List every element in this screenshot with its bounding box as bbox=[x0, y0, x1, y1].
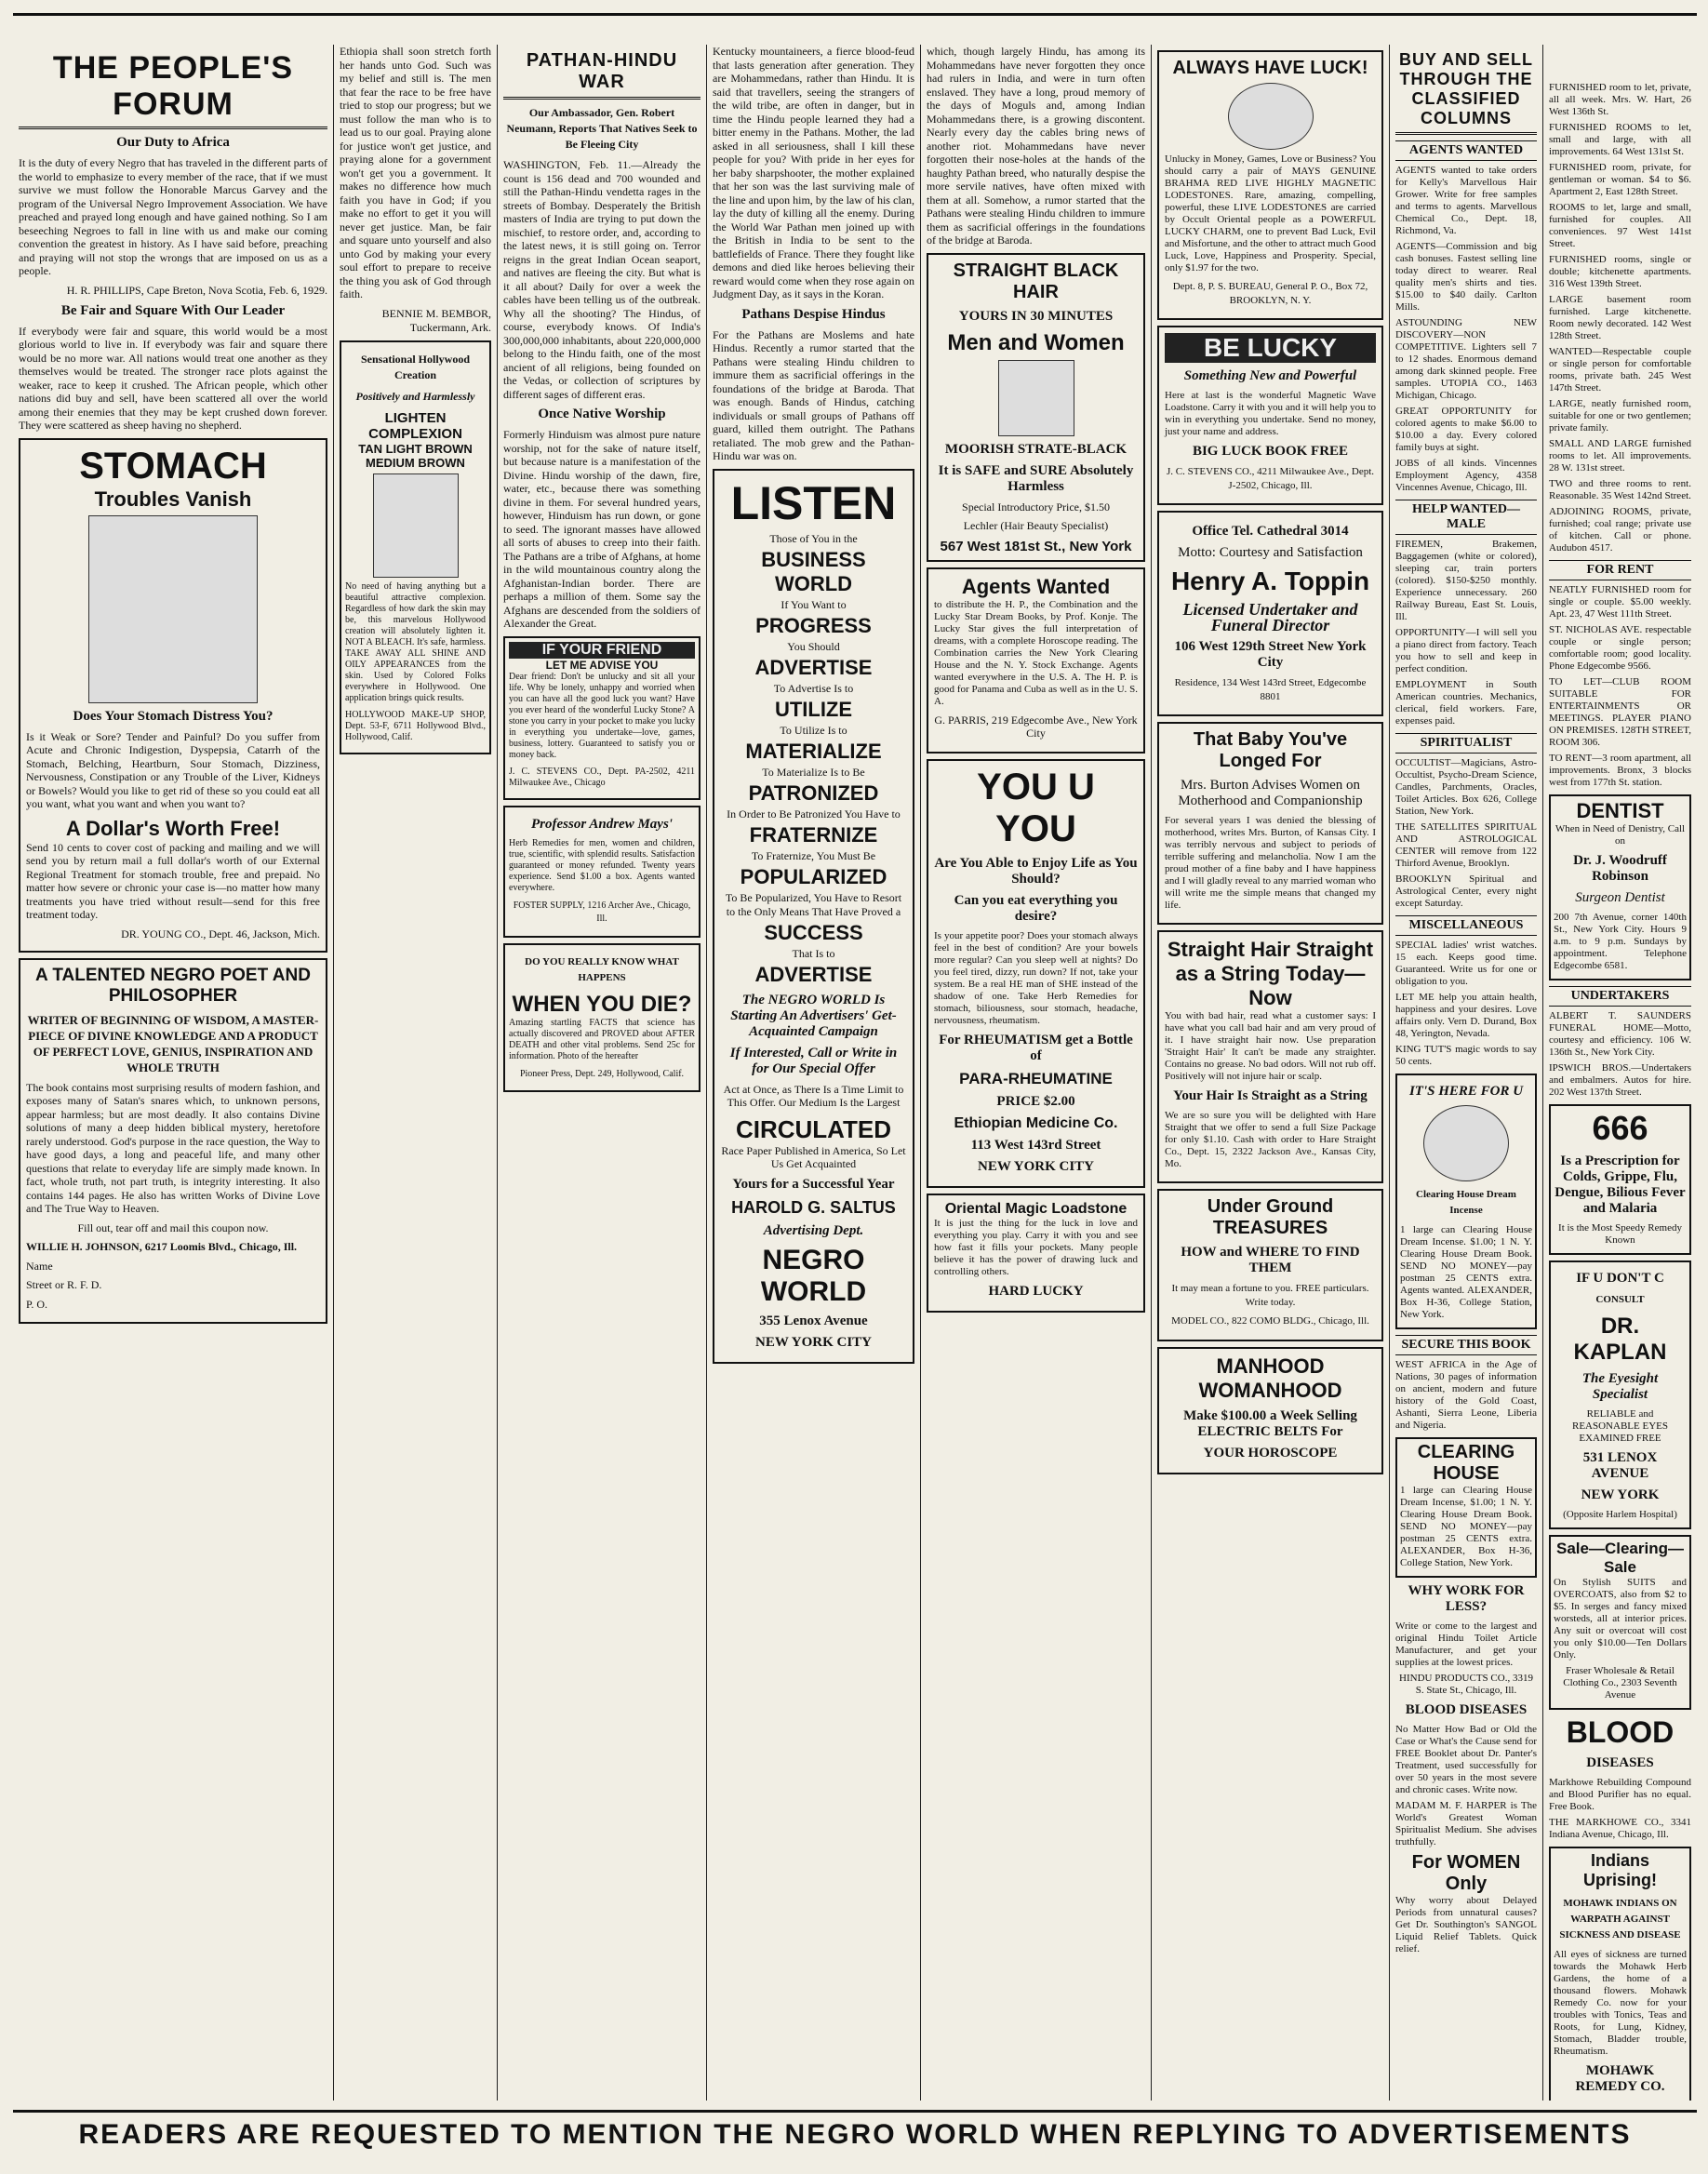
classified-item: FIREMEN, Brakemen, Baggagemen (white or colored), sleeping car, train porters (colored). $150-$250 monthly. Experience unnecessary. 260 Railway Bureau, East St. Louis, Ill. bbox=[1395, 539, 1537, 622]
listen-call: If Interested, Call or Write in for Our Special Offer bbox=[729, 1045, 898, 1076]
cream-title4: TAN LIGHT BROWN MEDIUM BROWN bbox=[358, 441, 473, 470]
kaplan-consult: CONSULT bbox=[1595, 1294, 1645, 1305]
belucky-body: Here at last is the wonderful Magnetic Wave Loadstone. Carry it with you and it will help you to win in everything you undertake. Send no money, just your name and address. bbox=[1165, 390, 1376, 437]
letter1-title: Our Duty to Africa bbox=[116, 135, 230, 150]
when-pre: DO YOU REALLY KNOW WHAT HAPPENS bbox=[525, 955, 679, 983]
s666-foot: It is the Most Speedy Remedy Known bbox=[1558, 1222, 1682, 1246]
kaplan-name: DR. KAPLAN bbox=[1573, 1314, 1667, 1365]
classifieds-column-left bbox=[1390, 45, 1543, 2101]
hair-brand: MOORISH STRATE-BLACK bbox=[944, 441, 1128, 457]
war-body2: Formerly Hinduism was almost pure nature worship, not for the sake of nature itself, but because nature is a manifestation of the Divine. Hindu worship of the dawn, fire, water, etc., because there was something divine in them. For several hundred years, however, Hinduism has run down, or gone to seed. The ignorant masses have allowed all sorts of abuses to creep into their faith. The Pathans are a tribe of Afghans, at home in the wild mountainous country along the Afghanistan-Indian border. There are perhaps a million of them. Some say the Afghans are descended from the soldiers of Alexander the Great. bbox=[503, 428, 701, 630]
hair-subtitle: YOURS IN 30 MINUTES bbox=[958, 308, 1114, 324]
mays-title: Professor Andrew Mays' bbox=[531, 816, 673, 832]
sale-title: Sale—Clearing—Sale bbox=[1556, 1540, 1684, 1576]
treasure-subtitle: HOW and WHERE TO FIND THEM bbox=[1181, 1245, 1360, 1275]
s666-ad bbox=[1549, 1104, 1691, 1255]
you-price: PRICE $2.00 bbox=[996, 1093, 1075, 1109]
lucky-column bbox=[1152, 45, 1390, 2101]
friend-address: J. C. STEVENS CO., Dept. PA-2502, 4211 Milwaukee Ave., Chicago bbox=[509, 766, 695, 788]
secure-body: WEST AFRICA in the Age of Nations, 30 pages of information on ancient, modern and future history of the Gold Coast, Ashanti, Sierra Leone, Liberia and Nigeria. bbox=[1395, 1359, 1537, 1431]
dentist-role: Surgeon Dentist bbox=[1575, 890, 1665, 905]
listen-line: PATRONIZED bbox=[748, 780, 879, 805]
listen-line: Those of You in the bbox=[769, 531, 858, 545]
listen-line: To Materialize Is to Be bbox=[762, 765, 865, 779]
manhood-ad bbox=[1157, 1347, 1383, 1474]
cream-ad bbox=[340, 340, 491, 754]
you-question2: Can you eat everything you desire? bbox=[954, 892, 1118, 924]
loadstone-title: Oriental Magic Loadstone bbox=[944, 1200, 1128, 1217]
hair-men-women: Men and Women bbox=[947, 329, 1125, 355]
newspaper-page bbox=[13, 7, 1697, 2166]
classified-item: BROOKLYN Spiritual and Astrological Center, every night except Saturday. bbox=[1395, 874, 1537, 909]
classified-item: OPPORTUNITY—I will sell you a piano direct from factory. Teach you how to sell and keep in perfect condition. bbox=[1395, 627, 1537, 674]
when-body: Amazing startling FACTS that science has actually discovered and PROVED about AFTER DEATH and other vital problems. Send 25c for information. Photo of the hereafter bbox=[509, 1017, 695, 1061]
manhood-subtitle: Make $100.00 a Week Selling ELECTRIC BELTS For bbox=[1183, 1407, 1357, 1439]
ch-title: CLEARING HOUSE bbox=[1417, 1442, 1515, 1484]
dentist-ad bbox=[1549, 794, 1691, 980]
indians-ad bbox=[1549, 1847, 1691, 2101]
treasure-address: MODEL CO., 822 COMO BLDG., Chicago, Ill. bbox=[1171, 1315, 1369, 1327]
treasure-title: Under Ground TREASURES bbox=[1207, 1196, 1334, 1238]
when-ad bbox=[503, 943, 701, 1093]
loadstone-body: It is just the thing for the luck in love and everything you play. Carry it with you and see how fast it fills your pockets. Many people believe it has the power of drawing luck and controlling others. bbox=[934, 1217, 1138, 1277]
straight-subtitle: Your Hair Is Straight as a String bbox=[1173, 1088, 1368, 1103]
classified-item: ASTOUNDING NEW DISCOVERY—NON COMPETITIVE. Lighters sell 7 to 12 shades. Enormous demand among dark skinned people. Free samples. UTOPIA CO., 1463 Michigan, Chicago. bbox=[1395, 317, 1537, 401]
war-subhead: Once Native Worship bbox=[538, 407, 666, 421]
dentist-name: Dr. J. Woodruff Robinson bbox=[1573, 853, 1667, 884]
listen-line: That Is to bbox=[792, 946, 835, 960]
listen-line: UTILIZE bbox=[774, 697, 853, 721]
hair-column bbox=[921, 45, 1152, 2101]
classified-item: OCCULTIST—Magicians, Astro-Occultist, Psycho-Dream Science, Candles, Parchments, Oracles, Toilet Articles. Box 626, College Station, New York. bbox=[1395, 757, 1537, 817]
class-spirit-head: SPIRITUALIST bbox=[1395, 733, 1537, 754]
you-city: NEW YORK CITY bbox=[977, 1158, 1095, 1174]
dentist-text: When in Need of Denistry, Call on bbox=[1555, 823, 1686, 847]
room-listing: ROOMS to let, large and small, furnished for couples. All conveniences. 97 West 141st Street. bbox=[1549, 202, 1691, 249]
war-deck: Our Ambassador, Gen. Robert Neumann, Reports That Natives Seek to Be Fleeing City bbox=[506, 106, 698, 151]
classified-item: JOBS of all kinds. Vincennes Employment Agency, 4358 Vincennes Avenue, Chicago, Ill. bbox=[1395, 458, 1537, 493]
manhood-title: MANHOOD WOMANHOOD bbox=[1198, 1354, 1342, 1402]
you-ad bbox=[927, 759, 1145, 1188]
top-rule bbox=[13, 7, 1697, 16]
poet-po-field[interactable]: P. O. bbox=[26, 1297, 48, 1311]
class-misc-head: MISCELLANEOUS bbox=[1395, 915, 1537, 936]
classified-item: KING TUT'S magic words to say 50 cents. bbox=[1395, 1044, 1537, 1067]
cch-body: 1 large can Clearing House Dream Incense. $1.00; 1 N. Y. Clearing House Dream Book. SEND NO MONEY—pay postman 25 CENTS extra. Agents wanted. ALEXANDER, Box H-36, College Station, New York. bbox=[1400, 1224, 1532, 1320]
harper-body: MADAM M. F. HARPER is The World's Greatest Woman Spiritualist Medium. She advises truthfully. bbox=[1395, 1800, 1537, 1847]
stomach-ad bbox=[19, 438, 327, 953]
war-body: WASHINGTON, Feb. 11.—Already the count is 156 dead and 700 wounded and still the Pathan-Hindu vendetta rages in the streets of Bombay. Desperately the British masters of India are trying to put down the mischief, to restore order, and, according to the latest news, it is still going on. Terror reigns in the great Indian Ocean seaport, and natives are fleeing the city. But what is it all about? Daily for over a week the cables have been telling us of the outbreak. Why all the shooting? The Hindus, of course, everybody knows. Of India's 300,000,000 inhabitants, about 220,000,000 belong to the Hindu faith, one of the most ancient of all religions, being founded on the Vedas, or collection of scriptures by different sages of different eras. bbox=[503, 158, 701, 401]
undertakers-head: UNDERTAKERS bbox=[1549, 986, 1691, 1007]
cch-label: Clearing House Dream Incense bbox=[1416, 1189, 1516, 1216]
straight-title: Straight Hair Straight as a String Today—Now bbox=[1167, 938, 1374, 1009]
book-address: J. C. STEVENS CO., 4211 Milwaukee Ave., Dept. J-2502, Chicago, Ill. bbox=[1166, 466, 1375, 491]
kaplan-pre: IF U DON'T C bbox=[1576, 1271, 1664, 1286]
mays-body: Herb Remedies for men, women and children, true, scientific, with splendid results. Satisfaction guaranteed or money refunded. Twenty years experience. Send $1.00 a box. Agents wanted everywhere. bbox=[509, 837, 695, 893]
listen-address: 355 Lenox Avenue bbox=[759, 1313, 868, 1328]
undertakers-list bbox=[1549, 1010, 1691, 1099]
toppin-office: Office Tel. Cathedral 3014 bbox=[1192, 524, 1349, 539]
poet-subtitle: WRITER OF BEGINNING OF WISDOM, A MASTER-PIECE OF DIVINE KNOWLEDGE AND A PRODUCT OF PERFECT LOVE, GENIUS, INSPIRATION AND WHOLE TRUTH bbox=[27, 1012, 319, 1074]
listen-nw: The NEGRO WORLD Is Starting An Advertisers' Get-Acquainted Campaign bbox=[730, 992, 897, 1039]
listen-dept: Advertising Dept. bbox=[763, 1222, 864, 1238]
hair-street: 567 West 181st St., New York bbox=[940, 538, 1132, 554]
class-agents-list bbox=[1395, 165, 1537, 494]
friend-title: IF YOUR FRIEND bbox=[509, 642, 695, 659]
class-misc-list bbox=[1395, 940, 1537, 1068]
friend-subtitle: LET ME ADVISE YOU bbox=[545, 658, 659, 672]
letter3-body: Ethiopia shall soon stretch forth her hands unto God. Such was my belief and still is. The men that fear the race to be free have tried to stop our progress; but we must follow the man who is to lead us to our goal. Praying alone for justice won't get justice, and praying alone for a government won't get you a government. It makes no difference how much faith you have in God; if you make no effort to get it you will never get justice. Man, be fair and square unto yourself and also unto God by making your every soul effort to prepare to receive the thing you ask of God through faith. bbox=[340, 45, 491, 300]
incense-can-icon bbox=[1423, 1105, 1509, 1181]
room-listing: FURNISHED ROOMS to let, small and large, with all improvements. 64 West 131st St. bbox=[1549, 122, 1691, 157]
loadstone-ad bbox=[927, 1194, 1145, 1313]
room-listing: FURNISHED room to let, private, all all week. Mrs. W. Hart, 26 West 136th St. bbox=[1549, 82, 1691, 117]
stomach-title: STOMACH bbox=[79, 445, 267, 487]
classified-item: AGENTS—Commission and big cash bonuses. Fastest selling line today direct to wearer. Real quality men's shirts and ties. $15.00 to $40 daily. Carlton Mills. bbox=[1395, 241, 1537, 313]
when-address: Pioneer Press, Dept. 249, Hollywood, Calif. bbox=[519, 1068, 685, 1079]
listen-line: POPULARIZED bbox=[740, 864, 887, 888]
sale-ad bbox=[1549, 1535, 1691, 1710]
belucky-title: BE LUCKY bbox=[1165, 333, 1376, 363]
rent-listing: TO LET—CLUB ROOM SUITABLE FOR ENTERTAINMENTS OR MEETINGS. PLAYER PIANO ON PREMISES. 128TH STREET, ROOM 306. bbox=[1549, 676, 1691, 748]
listen-column bbox=[707, 45, 921, 2101]
friend-body: Dear friend: Don't be unlucky and sit all your life. Why be lonely, unhappy and worried when you can have all the good luck you want? Have you ever heard of the wonderful Lucky Stone? A stone you carry in your pocket to make you lucky in everything you undertake—love, games, business, lottery. Guaranteed to satisfy you or money back. bbox=[509, 671, 695, 760]
lodestone-icon bbox=[1228, 83, 1314, 150]
agents-address: G. PARRIS, 219 Edgecombe Ave., New York City bbox=[934, 713, 1138, 740]
kaplan-city: NEW YORK bbox=[1581, 1487, 1660, 1502]
book-title: BIG LUCK BOOK FREE bbox=[1192, 444, 1349, 459]
blood-address: THE MARKHOWE CO., 3341 Indiana Avenue, Chicago, Ill. bbox=[1549, 1817, 1691, 1840]
class-agents-head: AGENTS WANTED bbox=[1395, 140, 1537, 161]
toppin-address: 106 West 129th Street New York City bbox=[1174, 639, 1367, 670]
room-listing: ADJOINING ROOMS, private, furnished; coal range; private use of kitchen. Call or phone. Audubon 4517. bbox=[1549, 506, 1691, 554]
mays-ad bbox=[503, 806, 701, 938]
room-listing: FURNISHED rooms, single or double; kitchenette apartments. 316 West 139th Street. bbox=[1549, 254, 1691, 289]
why-body: Write or come to the largest and original Hindu Toilet Article Manufacturer, and get your supplies at the lowest prices. bbox=[1395, 1620, 1537, 1668]
dollar-address: DR. YOUNG CO., Dept. 46, Jackson, Mich. bbox=[121, 927, 320, 940]
letter1-signature: H. R. PHILLIPS, Cape Breton, Nova Scotia, Feb. 6, 1929. bbox=[66, 283, 327, 297]
cream-portrait bbox=[373, 473, 459, 578]
lucky-body: Unlucky in Money, Games, Love or Business? You should carry a pair of MAYS GENUINE BRAHMA RED LIVE HIGHLY MAGNETIC LODESTONES. Rare, amazing, compelling, powerful, these LIVE LODESTONES are carried by Occult Oriental people as a POWERFUL LUCKY CHARM, one to prevent Bad Luck, Evil and Misfortune, and the other to attract much Good Luck, Love, Happiness and Prosperity. Special, only $1.97 for the two. bbox=[1165, 153, 1376, 273]
straight-body: You with bad hair, read what a customer says: I have what you call bad hair and am very proud of it. I have straight hair now. Use preparation 'Straight Hair' It can't be made any straighter. Contains no grease. No bad odors. Will not rub off. Positively will not injure hair or scalp. bbox=[1165, 1010, 1376, 1082]
dentist-title: DENTIST bbox=[1576, 799, 1664, 822]
classifieds-header: BUY AND SELL THROUGH THE CLASSIFIED COLUMNS bbox=[1395, 45, 1537, 135]
poet-street-field[interactable]: Street or R. F. D. bbox=[26, 1278, 102, 1291]
baby-title: That Baby You've Longed For bbox=[1193, 729, 1348, 771]
poet-name-field[interactable]: Name bbox=[26, 1259, 53, 1273]
you-question: Are You Able to Enjoy Life as You Should? bbox=[934, 855, 1138, 887]
listen-line: In Order to Be Patronized You Have to bbox=[727, 807, 901, 820]
listen-race: Race Paper Published in America, So Let Us Get Acquainted bbox=[721, 1143, 906, 1170]
listen-line: If You Want to bbox=[781, 597, 847, 611]
poet-body: The book contains most surprising results of modern fashion, and exposes many of Satan's snares which, to unknown persons, appear harmless; but are most deadly. It also contains Divine solutions of many a deep hidden biblical mystery, heretofore rarely understood. God's purpose in the race question, the Way to have good days, a long and peaceful life, and many other questions that relate to everyday life are simply made known. In fact, whole truth, not part truth, is integrity interesting. It also contains 144 pages. He also has written Works of Divine Love and The True Way to Heaven. bbox=[26, 1080, 320, 1215]
hair-ad bbox=[927, 253, 1145, 562]
toppin-title: Licensed Undertaker and Funeral Director bbox=[1182, 600, 1358, 634]
loadstone-foot: HARD LUCKY bbox=[988, 1283, 1084, 1299]
listen-title: LISTEN bbox=[730, 476, 897, 529]
classified-item: EMPLOYMENT in South American countries. Mechanics, clerical, field workers. Fare, expenses paid. bbox=[1395, 679, 1537, 727]
cream-title1: Sensational Hollywood Creation bbox=[360, 352, 471, 381]
war-title: PATHAN-HINDU WAR bbox=[503, 45, 701, 100]
room-listing: LARGE, neatly furnished room, suitable for one or two gentlemen; private family. bbox=[1549, 398, 1691, 433]
friend-ad bbox=[503, 636, 701, 800]
classified-item: AGENTS wanted to take orders for Kelly's Marvellous Hair Grower. Write for free samples and terms to agents. Marvellous Chemical Co., Dept. 18, Richmond, Va. bbox=[1395, 165, 1537, 236]
lucky-address: Dept. 8, P. S. BUREAU, General P. O., Box 72, BROOKLYN, N. Y. bbox=[1172, 281, 1368, 306]
cream-address: HOLLYWOOD MAKE-UP SHOP, Dept. 53-F, 6711 Hollywood Blvd., Hollywood, Calif. bbox=[345, 709, 486, 742]
war3-body: which, though largely Hindu, has among its Mohammedans have never forgotten they once had rulers in India, and were in turn often enslaved. They have a long, proud memory of the days of Moguls and, among Indian Mohammedans there, is a growing discontent. Nearly every day the cables bring news of another riot. Mohammedans have never forgotten their nose-holes at the hands of the haughty Pathan breed, who naturally despise the more servile natives, have often mixed with them at all. Somehow, a rumor started that the Pathans were stealing Hindu children to immure them as sacrificial offerings in the foundations of the bridge at Baroda. bbox=[927, 45, 1145, 247]
undertaker-listing: IPSWICH BROS.—Undertakers and embalmers. Autos for hire. 202 West 137th Street. bbox=[1549, 1062, 1691, 1098]
ch-body: 1 large can Clearing House Dream Incense, $1.00; 1 N. Y. Clearing House Dream Book. SEND NO MONEY—pay postman 25 CENTS extra. ALEXANDER, Box H-36, College Station, New York. bbox=[1400, 1485, 1532, 1568]
horoscope-title: YOUR HOROSCOPE bbox=[1203, 1445, 1338, 1460]
war2-body: Kentucky mountaineers, a fierce blood-feud that lasts generation after generation. They are Mohammedans, rather than Hindu. It is said that travellers, seeing the strangers of the wild tribe, are often in danger, but in time the Hindu people learned they had a bitter enemy in the Pathans. Mother, the lad asked in all seriousness, shall I kill these people for you? With pride in her eyes for her baby sharpshooter, the mother explained that her son was the last surviving male of the line and upon him, by the law of his clan, lay the duty of killing all the enemy. During the World War Pathan men joined up with the British in India to be sent to the battlefields of France. There they fought like demons and died like heroes believing their reward would come when they rose again on Judgment Day, as it says in the Koran. bbox=[713, 45, 914, 300]
indians-title: Indians Uprising! bbox=[1583, 1851, 1657, 1889]
listen-paper: NEGRO WORLD bbox=[760, 1244, 867, 1307]
why-title: WHY WORK FOR LESS? bbox=[1408, 1583, 1525, 1614]
listen-line: MATERIALIZE bbox=[745, 739, 882, 763]
kaplan-opposite: (Opposite Harlem Hospital) bbox=[1563, 1509, 1677, 1520]
women-title: For WOMEN Only bbox=[1411, 1852, 1521, 1894]
listen-line: FRATERNIZE bbox=[749, 822, 878, 847]
dollar-free: A Dollar's Worth Free! bbox=[65, 816, 281, 840]
belucky-ad bbox=[1157, 326, 1383, 505]
baby-subtitle: Mrs. Burton Advises Women on Motherhood and Companionship bbox=[1178, 778, 1363, 808]
baby-body: For several years I was denied the blessing of motherhood, writes Mrs. Burton, of Kansas City. I was terribly nervous and subject to periods of terrible suffering and melancholia. Now I am the proud mother of a fine baby and I have happiness and I will gladly reveal to any married woman who will write me the simple means that changed my life. bbox=[1165, 815, 1376, 911]
why-address: HINDU PRODUCTS CO., 3319 S. State St., Chicago, Ill. bbox=[1399, 1673, 1533, 1696]
cream-body: No need of having anything but a beautiful attractive complexion. Regardless of how dark the skin may be, this marvelous Hollywood creation will absolutely lighten it. NOT A BLEACH. It's safe, harmless. TAKE AWAY ALL SHINE AND OILY APPEARANCES from the skin. Used by Colored Folks everywhere in Hollywood. One application brings quick results. bbox=[345, 580, 486, 703]
belucky-subtitle: Something New and Powerful bbox=[1183, 368, 1357, 383]
war2-subhead: Pathans Despise Hindus bbox=[741, 306, 886, 322]
hair-safe: It is SAFE and SURE Absolutely Harmless bbox=[938, 462, 1134, 494]
listen-line: BUSINESS WORLD bbox=[761, 547, 866, 595]
blood-title: BLOOD bbox=[1566, 1715, 1675, 1749]
classified-item: SPECIAL ladies' wrist watches. 15 each. Keeps good time. Guaranteed. Write us for one or obligation to you. bbox=[1395, 940, 1537, 987]
stomach-subtitle: Troubles Vanish bbox=[94, 487, 252, 511]
indians-subtitle: MOHAWK INDIANS ON WARPATH AGAINST SICKNESS AND DISEASE bbox=[1559, 1898, 1681, 1941]
toppin-ad bbox=[1157, 511, 1383, 716]
hair-price: Special Introductory Price, $1.50 bbox=[962, 500, 1110, 513]
cream-title3: LIGHTEN COMPLEXION bbox=[368, 409, 462, 442]
you-title: YOU U YOU bbox=[977, 766, 1095, 849]
undertaker-listing: ALBERT T. SAUNDERS FUNERAL HOME—Motto, courtesy and efficiency. 106 W. 136th St., New York City. bbox=[1549, 1010, 1691, 1058]
dentist-address: 200 7th Avenue, corner 140th St., New York City. Hours 9 a.m. to 9 p.m. Sundays by appointment. Telephone Edgecombe 6581. bbox=[1554, 912, 1687, 971]
you-body: Is your appetite poor? Does your stomach always feel in the best of condition? Are your bowels more regular? Can you sleep well at nights? Do you feel tired, dizzy, run down? If not, take your system. Be a real HE man of SHE instead of the shadow of one. Take Herb Remedies for stomach, biliousness, sour stomach, headache, nervousness, rheumatism. bbox=[934, 929, 1138, 1026]
blood-body: Markhowe Rebuilding Compound and Blood Purifier has no equal. Free Book. bbox=[1549, 1777, 1691, 1812]
cream-title2: Positively and Harmlessly bbox=[355, 389, 475, 403]
s666-body: Is a Prescription for Colds, Grippe, Flu, Dengue, Bilious Fever and Malaria bbox=[1555, 1154, 1686, 1216]
class-help-head: HELP WANTED—MALE bbox=[1395, 500, 1537, 535]
forum-continued-column bbox=[334, 45, 498, 2101]
poet-address: WILLIE H. JOHNSON, 6217 Loomis Blvd., Chicago, Ill. bbox=[26, 1240, 298, 1253]
letter2-body: If everybody were fair and square, this world would be a most glorious world to live in. If everybody was fair and square there would be no more war. All nations would treat one another as they themselves would be treated. The stronger race plots against the weaker, race to keep it crushed. The African people, which other nations did buy and sell, have been scattered all over the world among their enemies that they may be kept crushed down forever. They were scattered as sheep having no shepherd. bbox=[19, 324, 327, 432]
stomach-illustration bbox=[88, 515, 258, 703]
mays-address: FOSTER SUPPLY, 1216 Archer Ave., Chicago, Ill. bbox=[513, 900, 691, 924]
sale-body: On Stylish SUITS and OVERCOATS, also from $2 to $5. In serges and fancy mixed worsteds, all at interior prices. Any suit or overcoat will cost you only $10.00—Ten Dollars Only. bbox=[1554, 1577, 1687, 1661]
toppin-motto: Motto: Courtesy and Satisfaction bbox=[1178, 545, 1363, 560]
cch-ad bbox=[1395, 1074, 1537, 1329]
blood2-title: BLOOD DISEASES bbox=[1405, 1702, 1528, 1717]
listen-ad bbox=[713, 469, 914, 1364]
letter1-body: It is the duty of every Negro that has traveled in the different parts of the world to emphasize to every member of the race, that if we must survive we must follow the Honorable Marcus Garvey and the program of the Universal Negro Improvement Association. We have preached and prayed long enough and have gained nothing. So I am beseeching Negroes to fall in line with us and make our coming convention the greatest in history. As I have said before, preaching and praying will not stop the wrongs that are imposed on us as a people. bbox=[19, 156, 327, 277]
footer-banner: READERS ARE REQUESTED TO MENTION THE NEGRO WORLD WHEN REPLYING TO ADVERTISEMENTS bbox=[13, 2110, 1697, 2157]
you-address: 113 West 143rd Street bbox=[970, 1137, 1101, 1153]
blood-subtitle: DISEASES bbox=[1586, 1755, 1654, 1770]
hair-portrait bbox=[998, 360, 1074, 436]
hair-address: Lechler (Hair Beauty Specialist) bbox=[963, 519, 1109, 532]
classified-item: LET ME help you attain health, happiness and your desires. Love affairs only. Vern D. Durand, Box 48, Yerington, Nevada. bbox=[1395, 992, 1537, 1039]
classified-item: THE SATELLITES SPIRITUAL AND ASTROLOGICAL CENTER will remove from 122 Thirford Avenue, Brooklyn. bbox=[1395, 821, 1537, 869]
toppin-residence: Residence, 134 West 143rd Street, Edgecombe 8801 bbox=[1174, 677, 1367, 702]
class-spirit-list bbox=[1395, 757, 1537, 910]
room-listing: TWO and three rooms to rent. Reasonable. 35 West 142nd Street. bbox=[1549, 478, 1691, 501]
listen-line: ADVERTISE bbox=[754, 962, 873, 986]
lucky-ad bbox=[1157, 50, 1383, 320]
room-listing: WANTED—Respectable couple or single person for comfortable rooms, private bath. 245 West 147th Street. bbox=[1549, 346, 1691, 393]
forrent-head: FOR RENT bbox=[1549, 560, 1691, 580]
sale-address: Fraser Wholesale & Retail Clothing Co., 2303 Seventh Avenue bbox=[1563, 1665, 1677, 1701]
kaplan-role: The Eyesight Specialist bbox=[1581, 1371, 1659, 1402]
listen-line: To Utilize Is to bbox=[780, 723, 847, 737]
listen-act: Act at Once, as There Is a Time Limit to This Offer. Our Medium Is the Largest bbox=[723, 1082, 904, 1109]
women-body: Why worry about Delayed Periods from unnatural causes? Get Dr. Southington's SANGOL Liquid Relief Tablets. Quick relief. bbox=[1395, 1895, 1537, 1954]
toppin-name: Henry A. Toppin bbox=[1170, 567, 1370, 595]
dollar-body: Send 10 cents to cover cost of packing and mailing and we will send you by return mail a full dollar's worth of our External Regional Treatment for stomach trouble, free and prepaid. No matter how severe or chronic your case is—no matter how many treatments you have tried without result—send for this free treatment today. bbox=[26, 840, 320, 921]
rent-listing: TO RENT—3 room apartment, all improvements. Bronx, 3 blocks west from 177th St. station. bbox=[1549, 753, 1691, 788]
listen-lines bbox=[720, 532, 907, 987]
you-para: PARA-RHEUMATINE bbox=[959, 1069, 1113, 1087]
s666-title: 666 bbox=[1592, 1109, 1648, 1147]
poet-coupon-note: Fill out, tear off and mail this coupon now. bbox=[77, 1220, 269, 1234]
listen-line: To Be Popularized, You Have to Resort to the Only Means That Have Proved a bbox=[725, 890, 902, 918]
listen-city: NEW YORK CITY bbox=[754, 1334, 873, 1350]
blood2-body: No Matter How Bad or Old the Case or What's the Cause send for FREE Booklet about Dr. Panter's Treatment, used successfully for over 50 years in the most severe and chronic cases. Write now. bbox=[1395, 1724, 1537, 1795]
cch-title: IT'S HERE FOR U bbox=[1408, 1084, 1524, 1099]
rooms-list bbox=[1549, 82, 1691, 554]
room-listing: FURNISHED room, private, for gentleman or woman. $4 to $6. Apartment 2, East 128th Street. bbox=[1549, 162, 1691, 197]
baby-ad bbox=[1157, 722, 1383, 925]
forrent-list bbox=[1549, 584, 1691, 789]
room-listing: LARGE basement room furnished. Large kitchenette. Room newly decorated. 142 West 128th Street. bbox=[1549, 294, 1691, 341]
listen-line: ADVERTISE bbox=[754, 655, 873, 679]
agents-body: to distribute the H. P., the Combination and the Lucky Star Dream Books, by Prof. Konje. The Lucky Star gives the full interpretation of dreams, with a complete Horoscope reading. The Combination carries the New York Clearing House and the N. Y. Stock Exchange. Agents wanted everywhere in the U.S. A. The H. P. is good for Panama and Cuba as well as in the U. S. A. bbox=[934, 598, 1138, 707]
listen-line: You Should bbox=[787, 639, 840, 653]
listen-line: SUCCESS bbox=[764, 920, 863, 944]
poet-ad bbox=[19, 958, 327, 1325]
straight-body2: We are so sure you will be delighted with Hare Straight that we offer to send a full Size Package for only $1.10. Cash with order to Hare Straight Co., Dept. 15, 2322 Jackson Ave., Kansas City, Mo. bbox=[1165, 1110, 1376, 1169]
kaplan-body: RELIABLE and REASONABLE EYES EXAMINED FREE bbox=[1572, 1408, 1668, 1444]
straight-ad bbox=[1157, 930, 1383, 1183]
listen-yours: Yours for a Successful Year bbox=[732, 1176, 895, 1192]
listen-line: To Advertise Is to bbox=[773, 681, 854, 695]
when-title: WHEN YOU DIE? bbox=[512, 991, 692, 1017]
forum-column bbox=[13, 45, 334, 2101]
kaplan-ad bbox=[1549, 1260, 1691, 1529]
indians-body: All eyes of sickness are turned towards the Mohawk Herb Gardens, the home of a thousand flowers. Mohawk Remedy Co. now for your troubles with Tonics, Teas and Roots, for Lung, Kidney, Stomach, Bladder trouble, Rheumatism. bbox=[1554, 1949, 1687, 2057]
war2-body2: For the Pathans are Moslems and hate Hindus. Recently a rumor started that the Pathans were stealing Hindu children to immure them as sacrificial offerings in the foundations of the bridge at Baroda. That was enough. Bands of Hindus, catching individuals or small groups of Pathans off guard, killed them outright. The Pathans retaliated. The mob grew and the Pathan-Hindu war was on. bbox=[713, 327, 914, 462]
listen-name: HAROLD G. SALTUS bbox=[731, 1197, 896, 1217]
letter2-title: Be Fair and Square With Our Leader bbox=[60, 302, 286, 318]
treasure-body: It may mean a fortune to you. FREE particulars. Write today. bbox=[1171, 1283, 1369, 1308]
room-listing: SMALL AND LARGE furnished rooms to let. All improvements. 28 W. 131st street. bbox=[1549, 438, 1691, 473]
letter3-signature: BENNIE M. BEMBOR, Tuckermann, Ark. bbox=[381, 306, 491, 334]
class-help-list bbox=[1395, 539, 1537, 727]
stomach-question: Does Your Stomach Distress You? bbox=[73, 708, 274, 724]
rent-listing: NEATLY FURNISHED room for single or couple. $5.00 weekly. Apt. 23, 47 West 111th Street. bbox=[1549, 584, 1691, 620]
rent-listing: ST. NICHOLAS AVE. respectable couple or single person; comfortable room; good locality. Phone Edgecombe 9566. bbox=[1549, 624, 1691, 672]
agents-ad bbox=[927, 567, 1145, 754]
listen-line: PROGRESS bbox=[755, 613, 872, 637]
kaplan-address: 531 LENOX AVENUE bbox=[1582, 1450, 1658, 1481]
poet-title: A TALENTED NEGRO POET AND PHILOSOPHER bbox=[35, 965, 311, 1006]
hair-title: STRAIGHT BLACK HAIR bbox=[953, 260, 1119, 302]
lucky-title: ALWAYS HAVE LUCK! bbox=[1172, 58, 1368, 78]
classifieds-column-right bbox=[1543, 45, 1697, 2101]
agents-title: Agents Wanted bbox=[961, 574, 1111, 598]
classified-item: GREAT OPPORTUNITY for colored agents to make $6.00 to $10.00 a day. Every colored family buys at sight. bbox=[1395, 406, 1537, 453]
war-column bbox=[498, 45, 707, 2101]
stomach-body: Is it Weak or Sore? Tender and Painful? Do you suffer from Acute and Chronic Indigestion, Dyspepsia, Catarrh of the Stomach, Belching, Heartburn, Sour Stomach, Dizziness, Nervousness, Constipation or any Trouble of the Liver, Kidneys or Bowels? Would you like to get rid of these so you could eat all you want, what you want and when you want to? bbox=[26, 729, 320, 810]
listen-line: To Fraternize, You Must Be bbox=[751, 848, 876, 862]
listen-circulated: CIRCULATED bbox=[735, 1114, 892, 1143]
you-rheumatism: For RHEUMATISM get a Bottle of bbox=[939, 1032, 1133, 1063]
secure-head: SECURE THIS BOOK bbox=[1395, 1335, 1537, 1355]
you-company: Ethiopian Medicine Co. bbox=[954, 1114, 1118, 1131]
forum-title: THE PEOPLE'S FORUM bbox=[19, 45, 327, 129]
indians-company: MOHAWK REMEDY CO. bbox=[1575, 2063, 1665, 2094]
ch-ad bbox=[1395, 1437, 1537, 1578]
treasure-ad bbox=[1157, 1189, 1383, 1341]
